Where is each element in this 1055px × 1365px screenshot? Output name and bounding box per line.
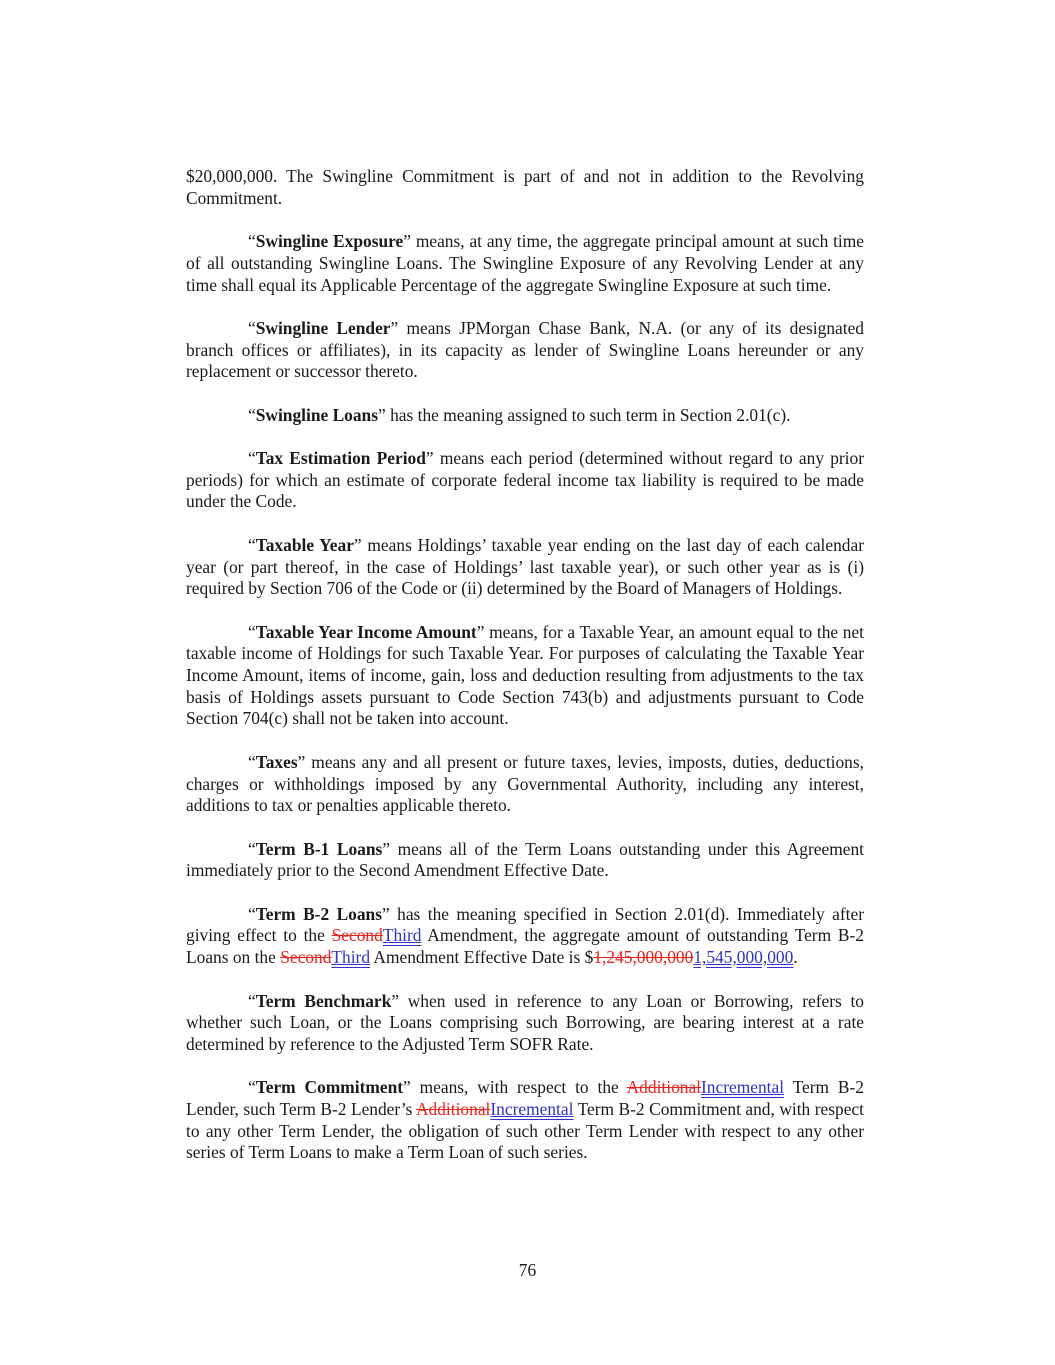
defined-term: Swingline Lender: [255, 317, 391, 338]
definition-taxes: “Taxes” means any and all present or future taxes, levies, imposts, duties, deductions, charges or withholdings imposed by any Governmental Authority, including any interest, additions to tax or penalties applicable thereto.: [186, 751, 864, 816]
inserted-text: Incremental: [701, 1077, 785, 1098]
continuation-paragraph: $20,000,000. The Swingline Commitment is part of and not in addition to the Revolving Commitment.: [186, 166, 864, 208]
document-body: [186, 166, 864, 1164]
inserted-text: 1,545,000,000: [693, 947, 794, 968]
defined-term: Swingline Loans: [255, 404, 378, 425]
defined-term: Taxable Year Income Amount: [255, 621, 477, 642]
definition-term-benchmark: “Term Benchmark” when used in reference to any Loan or Borrowing, refers to whether such Loan, or the Loans comprising such Borrowing, are bearing interest at a rate determined by reference to the Adjusted Term SOFR Rate.: [186, 990, 864, 1054]
definition-taxable-year-income-amount: “Taxable Year Income Amount” means, for a Taxable Year, an amount equal to the net taxable income of Holdings for such Taxable Year. For purposes of calculating the Taxable Year Income Amount, items of income, gain, loss and deduction resulting from adjustments to the tax basis of Holdings assets pursuant to Code Section 743(b) and adjustments pursuant to Code Section 704(c) shall not be taken into account.: [186, 621, 864, 729]
defined-term: Tax Estimation Period: [255, 448, 426, 469]
defined-term: Taxes: [255, 751, 298, 772]
definition-tax-estimation-period: “Tax Estimation Period” means each period (determined without regard to any prior periods) for which an estimate of corporate federal income tax liability is required to be made under the Code.: [186, 448, 865, 512]
definition-term-b1-loans: “Term B-1 Loans” means all of the Term Loans outstanding under this Agreement immediately prior to the Second Amendment Effective Date.: [186, 838, 865, 881]
deleted-text: Second: [331, 925, 383, 946]
definition-swingline-lender: “Swingline Lender” means JPMorgan Chase Bank, N.A. (or any of its designated branch offices or affiliates), in its capacity as lender of Swingline Loans hereunder or any replacement or successor thereto.: [186, 317, 864, 382]
definition-swingline-exposure: “Swingline Exposure” means, at any time, the aggregate principal amount at such time of all outstanding Swingline Loans. The Swingline Exposure of any Revolving Lender at any time shall equal its Applicable Percentage of the aggregate Swingline Exposure at such time.: [186, 231, 864, 295]
deleted-text: Additional: [415, 1099, 491, 1120]
deleted-text: Second: [280, 947, 332, 968]
defined-term: Term B-1 Loans: [255, 838, 383, 859]
definition-term-commitment: “Term Commitment” means, with respect to the AdditionalIncremental Term B-2 Lender, such Term B-2 Lender’s AdditionalIncremental Term B-2 Commitment and, with respect to any other Term Lender, the obligation of such other Term Lender with respect to any other series of Term Loans to make a Term Loan of such series.: [186, 1077, 864, 1163]
defined-term: Swingline Exposure: [255, 231, 404, 252]
definition-swingline-loans: “Swingline Loans” has the meaning assigned to such term in Section 2.01(c).: [248, 404, 791, 425]
defined-term: Taxable Year: [255, 534, 354, 555]
page-number: 76: [518, 1260, 537, 1280]
definition-taxable-year: “Taxable Year” means Holdings’ taxable year ending on the last day of each calendar year (or part thereof, in the case of Holdings’ last taxable year), or such other year as is (i) required by Section 706 of the Code or (ii) determined by the Board of Managers of Holdings.: [186, 534, 864, 599]
inserted-text: Incremental: [490, 1099, 574, 1120]
deleted-text: 1,245,000,000: [593, 947, 694, 968]
defined-term: Term Benchmark: [255, 990, 392, 1011]
deleted-text: Additional: [626, 1077, 702, 1098]
inserted-text: Third: [382, 925, 422, 946]
definition-term-b2-loans: “Term B-2 Loans” has the meaning specified in Section 2.01(d). Immediately after giving effect to the SecondThird Amendment, the aggregate amount of outstanding Term B-2 Loans on the SecondThird Amendment Effective Date is $1,245,000,0001,545,000,000.: [186, 903, 864, 968]
inserted-text: Third: [331, 947, 371, 968]
defined-term: Term Commitment: [255, 1077, 404, 1098]
defined-term: Term B-2 Loans: [255, 903, 382, 924]
